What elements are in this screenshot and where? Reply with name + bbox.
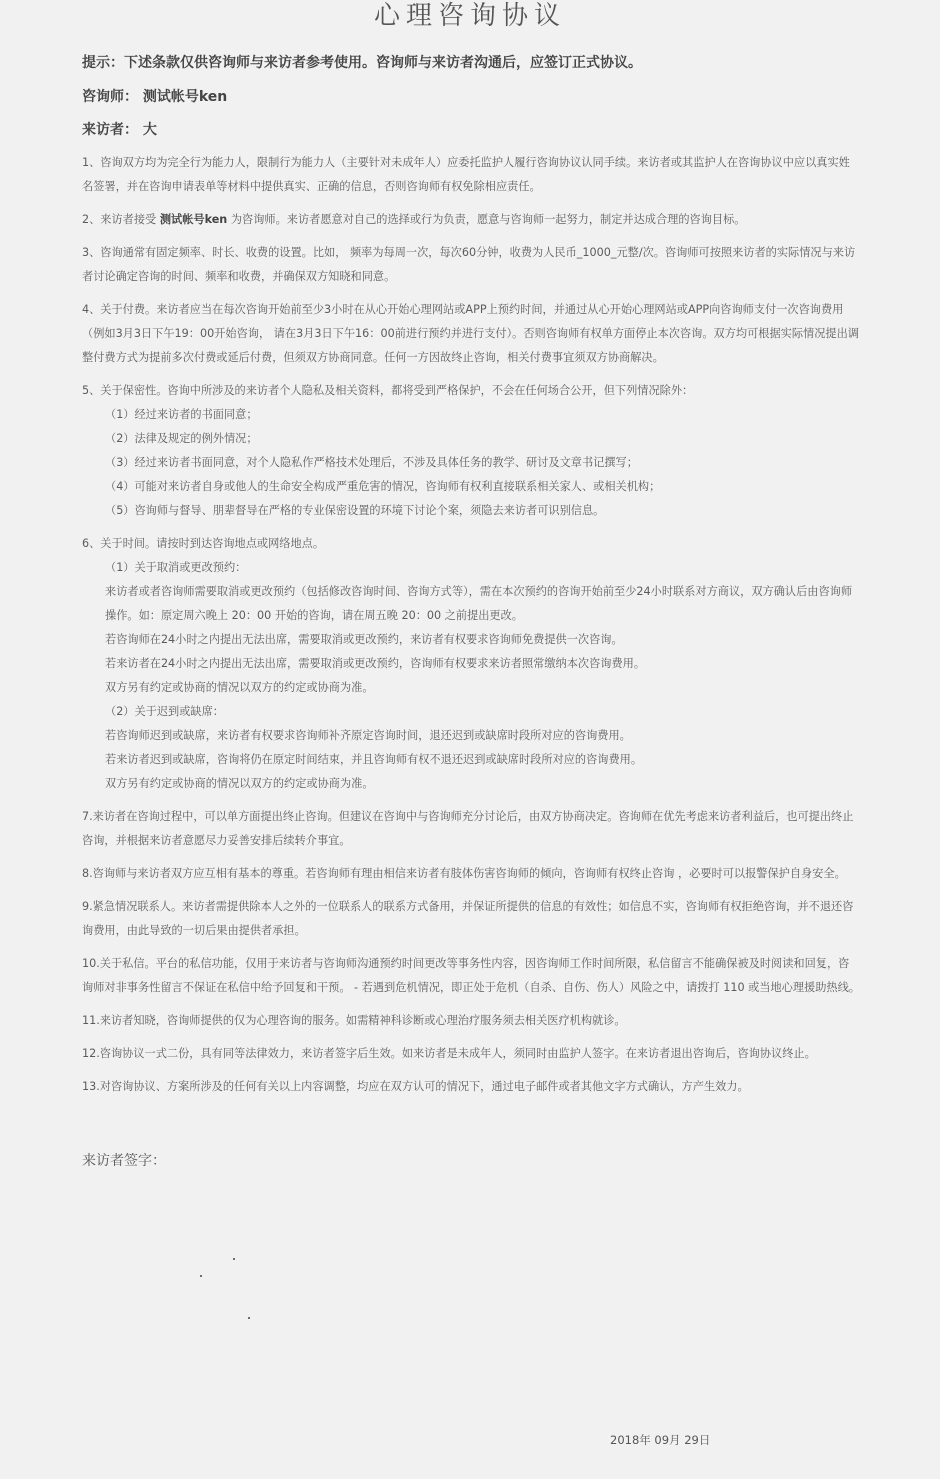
clause-13 xyxy=(82,1075,860,1099)
clause-6-sub-1-b: 若咨询师在24小时之内提出无法出席，需要取消或更改预约，来访者有权要求咨询师免费提供一次咨询。 xyxy=(105,633,623,646)
clause-3-text: 3、咨询通常有固定频率、时长、收费的设置。比如， 频率为每周一次，每次60分钟，收费为人民币_1000_元整/次。咨询师可按照来访者的实际情况与来访者讨论确定咨询的时间、频率和收费，并确保双方知晓和同意。 xyxy=(82,246,856,283)
clause-6-sub-2: （2）关于迟到或缺席： xyxy=(105,705,224,718)
signature-mark xyxy=(200,1275,202,1277)
clause-list xyxy=(82,151,860,1108)
clause-6-sub-1-a: 来访者或者咨询师需要取消或更改预约（包括修改咨询时间、咨询方式等），需在本次预约的咨询开始前至少24小时联系对方商议，双方确认后由咨询师操作。如：原定周六晚上 20：00 开始的咨询，请在周五晚 20：00 之前提出更改。 xyxy=(105,585,853,622)
clause-8 xyxy=(82,862,860,886)
clause-6-sub-2-b: 若来访者迟到或缺席，咨询将仍在原定时间结束，并且咨询师有权不退还迟到或缺席时段所对应的咨询费用。 xyxy=(105,753,643,766)
clause-7 xyxy=(82,805,860,853)
clause-6-sub-1: （1）关于取消或更改预约： xyxy=(105,561,247,574)
clause-8-text: 8.咨询师与来访者双方应互相有基本的尊重。若咨询师有理由相信来访者有肢体伤害咨询师的倾向，咨询师有权终止咨询 ，必要时可以报警保护自身安全。 xyxy=(82,867,846,880)
clause-9 xyxy=(82,895,860,943)
clause-5-item-5: （5）咨询师与督导、朋辈督导在严格的专业保密设置的环境下讨论个案，须隐去来访者可识别信息。 xyxy=(105,504,605,517)
signature-mark xyxy=(248,1317,250,1319)
clause-5-item-2: （2）法律及规定的例外情况； xyxy=(105,432,258,445)
clause-6-sub-2-a: 若咨询师迟到或缺席，来访者有权要求咨询师补齐原定咨询时间，退还迟到或缺席时段所对应的咨询费用。 xyxy=(105,729,631,742)
clause-5-item-3: （3）经过来访者书面同意，对个人隐私作严格技术处理后，不涉及具体任务的教学、研讨及文章书记撰写； xyxy=(105,456,638,469)
signature-mark xyxy=(233,1258,235,1260)
clause-9-text: 9.紧急情况联系人。来访者需提供除本人之外的一位联系人的联系方式备用，并保证所提供的信息的有效性；如信息不实，咨询师有权拒绝咨询，并不退还咨询费用，由此导致的一切后果由提供者承担。 xyxy=(82,900,854,937)
clause-11 xyxy=(82,1009,860,1033)
clause-10-text: 10.关于私信。平台的私信功能，仅用于来访者与咨询师沟通预约时间更改等事务性内容，因咨询师工作时间所限，私信留言不能确保被及时阅读和回复，咨询师对非事务性留言不保证在私信中给予回复和干预。 - 若遇到危机情况，即正处于危机（自杀、自伤、伤人）风险之中，请拨打 110 或当地心理援助热线。 xyxy=(82,957,860,994)
clause-5 xyxy=(82,379,860,523)
clause-11-text: 11.来访者知晓，咨询师提供的仅为心理咨询的服务。如需精神科诊断或心理治疗服务须去相关医疗机构就诊。 xyxy=(82,1014,626,1027)
clause-2-post: 为咨询师。来访者愿意对自己的选择或行为负责，愿意与咨询师一起努力，制定并达成合理的咨询目标。 xyxy=(227,213,746,226)
clause-6-sub-1-c: 若来访者在24小时之内提出无法出席，需要取消或更改预约，咨询师有权要求来访者照常缴纳本次咨询费用。 xyxy=(105,657,646,670)
clause-2-pre: 2、来访者接受 xyxy=(82,213,160,226)
clause-10 xyxy=(82,952,860,1000)
clause-1-text: 1、咨询双方均为完全行为能力人，限制行为能力人（主要针对未成年人）应委托监护人履行咨询协议认同手续。来访者或其监护人在咨询协议中应以真实姓名签署，并在咨询申请表单等材料中提供真实、正确的信息，否则咨询师有权免除相应责任。 xyxy=(82,156,850,193)
clause-12-text: 12.咨询协议一式二份，具有同等法律效力，来访者签字后生效。如来访者是未成年人，须同时由监护人签字。在来访者退出咨询后，咨询协议终止。 xyxy=(82,1047,816,1060)
signature-label: 来访者签字： xyxy=(82,1153,166,1169)
clause-1 xyxy=(82,151,860,199)
clause-2-text xyxy=(82,208,860,232)
clause-5-item-1: （1）经过来访者的书面同意； xyxy=(105,408,258,421)
clause-4-text: 4、关于付费。来访者应当在每次咨询开始前至少3小时在从心开始心理网站或APP上预约时间，并通过从心开始心理网站或APP向咨询师支付一次咨询费用（例如3月3日下午19：00开始咨询， 请在3月3日下午16：00前进行预约并进行支付）。否则咨询师有权单方面停止本次咨询。双方均可根据实际情况提出调整付费方式为提前多次付费或延后付费，但须双方协商同意。任何一方因故终止咨询，相关付费事宜须双方协商解决。 xyxy=(82,303,859,364)
clause-5-text: 5、关于保密性。咨询中所涉及的来访者个人隐私及相关资料，都将受到严格保护，不会在任何场合公开，但下列情况除外： xyxy=(82,384,694,397)
clause-2 xyxy=(82,208,860,232)
clause-6 xyxy=(82,532,860,796)
page-title: 心理咨询协议 xyxy=(373,1,566,31)
clause-12 xyxy=(82,1042,860,1066)
clause-6-sub-2-c: 双方另有约定或协商的情况以双方的约定或协商为准。 xyxy=(105,777,374,790)
clause-2-counselor-name: 测试帐号ken xyxy=(159,213,228,226)
notice-text: 提示：下述条款仅供咨询师与来访者参考使用。咨询师与来访者沟通后，应签订正式协议。 xyxy=(82,55,642,71)
clause-5-item-4: （4）可能对来访者自身或他人的生命安全构成严重危害的情况，咨询师有权利直接联系相关家人、或相关机构； xyxy=(105,480,661,493)
clause-3 xyxy=(82,241,860,289)
clause-6-text: 6、关于时间。请按时到达咨询地点或网络地点。 xyxy=(82,537,325,550)
clause-7-text: 7.来访者在咨询过程中，可以单方面提出终止咨询。但建议在咨询中与咨询师充分讨论后，由双方协商决定。咨询师在优先考虑来访者利益后，也可提出终止咨询，并根据来访者意愿尽力妥善安排后续转介事宜。 xyxy=(82,810,854,847)
clause-13-text: 13.对咨询协议、方案所涉及的任何有关以上内容调整，均应在双方认可的情况下，通过电子邮件或者其他文字方式确认，方产生效力。 xyxy=(82,1080,749,1093)
clause-4 xyxy=(82,298,860,370)
clause-6-sub-1-d: 双方另有约定或协商的情况以双方的约定或协商为准。 xyxy=(105,681,374,694)
signature-date: 2018年 09月 29日 xyxy=(610,1433,711,1447)
visitor-line: 来访者： 大 xyxy=(82,122,157,138)
counselor-line: 咨询师： 测试帐号ken xyxy=(82,89,228,105)
